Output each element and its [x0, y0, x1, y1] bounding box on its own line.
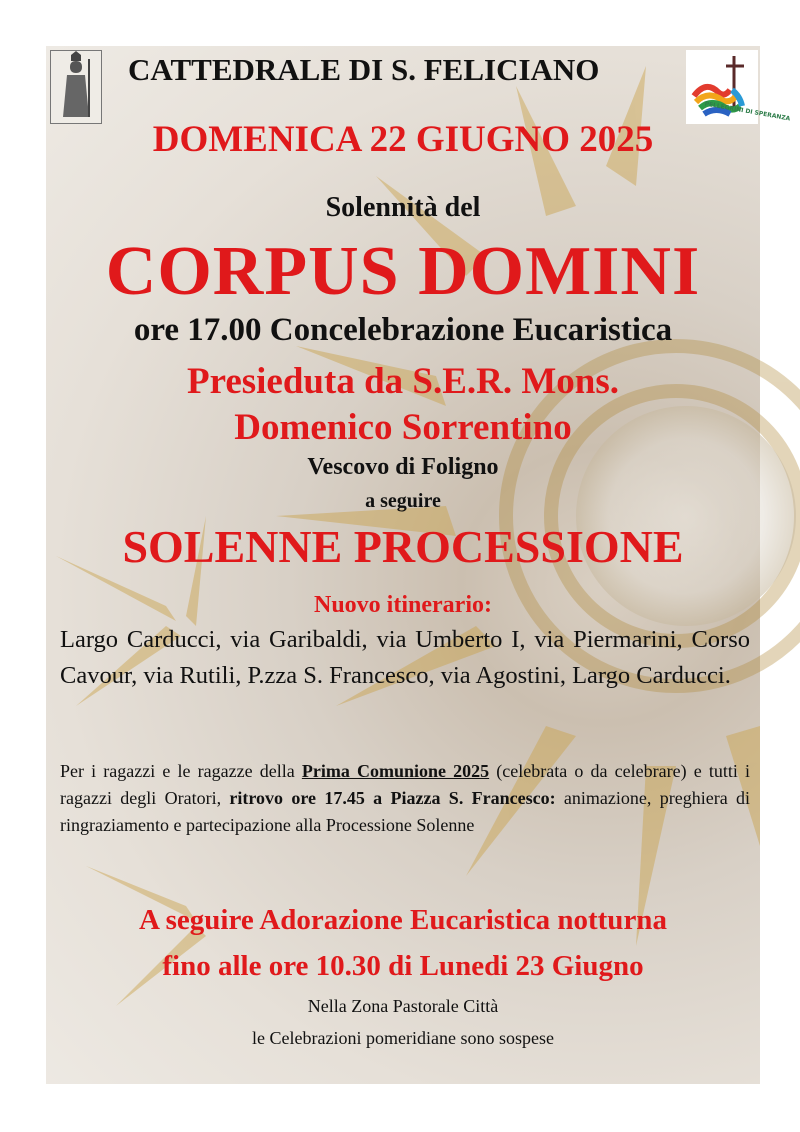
itinerary-title: Nuovo itinerario:	[314, 592, 492, 618]
footer-line-2: le Celebrazioni pomeridiane sono sospese	[252, 1028, 554, 1048]
footer-line-1: Nella Zona Pastorale Città	[307, 996, 499, 1016]
itinerary-route: Largo Carducci, via Garibaldi, via Umberto I, via Piermarini, Corso Cavour, via Rutili, P.zza S. Francesco, via Agostini, Largo Carducci.	[60, 626, 750, 689]
meeting-point: ritrovo ore 17.45 a Piazza S. Francesco:	[229, 788, 556, 808]
jubilee-logo	[686, 50, 791, 124]
adoration-line-1: A seguire Adorazione Eucaristica notturna	[139, 904, 667, 936]
saint-engraving-logo	[50, 50, 102, 124]
event-date: DOMENICA 22 GIUGNO 2025	[152, 119, 654, 160]
mass-time: ore 17.00 Concelebrazione Eucaristica	[133, 312, 673, 348]
poster	[46, 46, 791, 1084]
kids-paragraph	[60, 758, 750, 839]
adoration-line-2: fino alle ore 10.30 di Lunedi 23 Giugno	[162, 950, 644, 982]
kids-rest: animazione, preghiera di ringraziamento e partecipazione alla Processione Solenne	[60, 788, 751, 835]
procession-title: SOLENNE PROCESSIONE	[122, 521, 684, 572]
first-communion-label: Prima Comunione 2025	[301, 761, 490, 781]
presided-line-1: Presieduta da S.E.R. Mons.	[186, 361, 620, 402]
jubilee-logo-text: PELLEGRINI DI SPERANZA	[704, 100, 791, 123]
cathedral-name: CATTEDRALE DI S. FELICIANO	[128, 52, 600, 87]
kids-mid: (celebrata o da celebrare) e tutti i ragazzi degli Oratori,	[60, 761, 750, 808]
solemnity-label: Solennità del	[325, 192, 481, 223]
kids-intro: Per i ragazzi e le ragazze della	[60, 761, 302, 781]
follow-label: a seguire	[365, 490, 441, 512]
feast-title: CORPUS DOMINI	[105, 233, 701, 310]
presided-line-2: Domenico Sorrentino	[234, 407, 572, 448]
bishop-title: Vescovo di Foligno	[307, 454, 499, 480]
